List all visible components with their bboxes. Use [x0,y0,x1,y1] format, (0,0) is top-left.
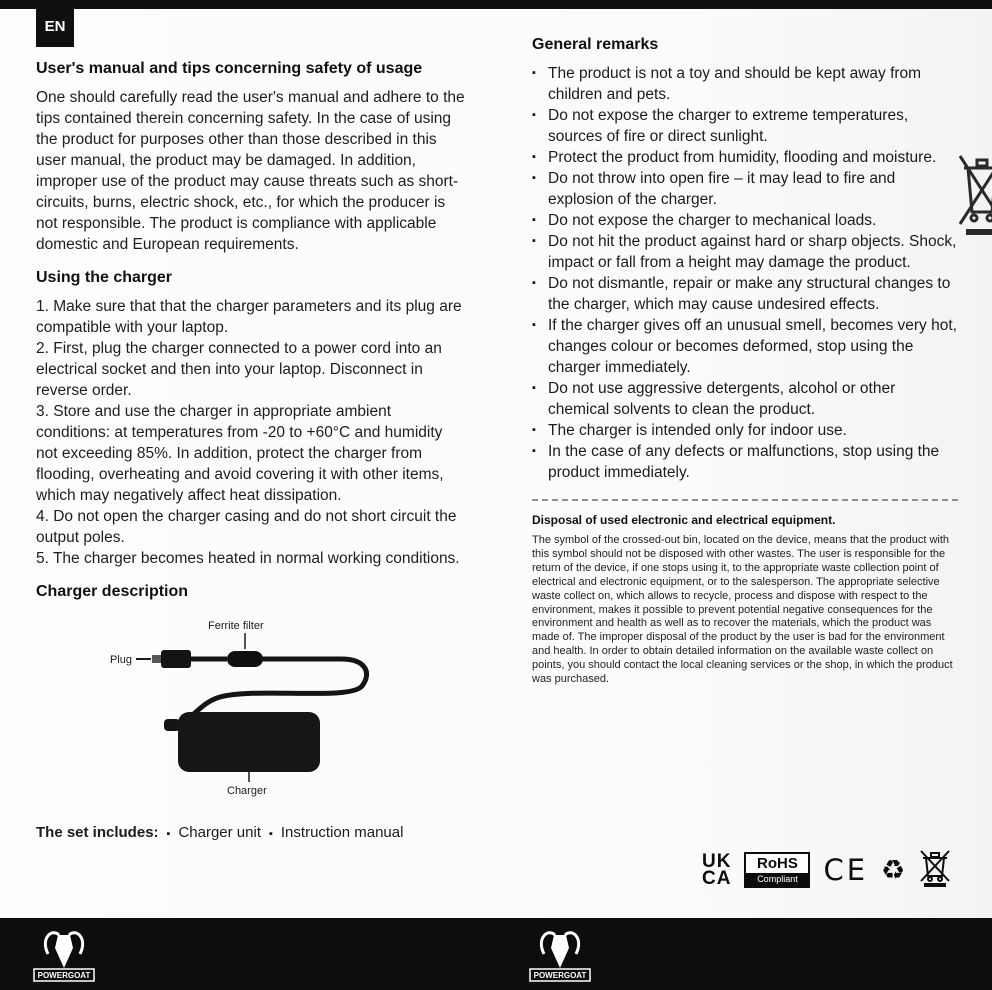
charger-label: Charger [227,785,267,797]
list-item [532,378,958,420]
bullet-text: The charger is intended only for indoor use. [548,422,847,439]
ferrite-filter-label: Ferrite filter [208,620,264,632]
weee-bin-edge-icon [958,150,992,247]
charger-diagram [108,617,466,802]
bullet-text: Protect the product from humidity, flooding and moisture. [548,149,937,166]
rohs-compliant-label: Compliant [746,873,808,886]
charger-description-heading: Charger description [36,583,189,600]
list-item [532,273,958,315]
brand-name: POWERGOAT [533,971,587,980]
step-1: 1. Make sure that that the charger parameters and its plug are compatible with your laptop. [36,298,462,336]
set-includes-line [36,824,466,842]
brand-name: POWERGOAT [37,971,91,980]
charger-body [178,712,320,772]
bullet-text: Do not dismantle, repair or make any structural changes to the charger, which may cause undesired effects. [548,275,951,313]
right-column [532,36,958,687]
bullet-text: Do not throw into open fire – it may lead to fire and explosion of the charger. [548,170,896,208]
bullet-icon: ▪ [532,109,536,121]
cable-entry [164,719,180,731]
bullet-icon: ▪ [532,172,536,184]
step-4: 4. Do not open the charger casing and do not short circuit the output poles. [36,508,457,546]
list-item [532,231,958,273]
bullet-text: Do not expose the charger to extreme temperatures, sources of fire or direct sunlight. [548,107,909,145]
bullet-icon: ▪ [268,828,273,840]
usage-steps [36,296,466,569]
general-remarks-list [532,63,958,483]
set-item-instruction-manual: Instruction manual [280,824,404,841]
plug-body [161,650,191,668]
step-2: 2. First, plug the charger connected to a power cord into an electrical socket and then into your laptop. Disconnect in reverse order. [36,340,442,399]
bullet-text: If the charger gives off an unusual smell, becomes very hot, changes colour or becomes deformed, stop using the charger immediately. [548,317,957,376]
plug-label: Plug [110,654,133,666]
left-column [36,60,466,842]
bullet-icon: ▪ [532,151,536,163]
bullet-text: The product is not a toy and should be kept away from children and pets. [548,65,922,103]
rohs-title: RoHS [757,855,798,872]
disposal-paragraph: The symbol of the crossed-out bin, located on the device, means that the product with this symbol should not be disposed with other wastes. The user is responsible for the return of the device, if one stops using it, to the appropriate waste collection point of electrical and electronic equipment, or to the salesperson. The appropriate selective waste collect on, which allows to recycle, process and dispose with respect to the environment, makes it possible to prevent potential negative consequences for the environment and health as well as to recover the materials, which the product was made of. The improper disposal of the product by the user is bad for the environment and health. In order to obtain detailed information on the available waste collect on points, you should contact the local cleaning services or the shop, in which the product was purchased. [532,534,953,686]
list-item [532,315,958,378]
ce-mark: CE [823,853,869,887]
list-item [532,63,958,105]
bullet-icon: ▪ [532,424,536,436]
recycle-icon: ♻ [881,854,906,886]
bullet-icon: ▪ [532,67,536,79]
bullet-icon: ▪ [166,828,171,840]
language-badge: EN [36,0,74,47]
bullet-icon: ▪ [532,277,536,289]
list-item [532,147,958,168]
ukca-ca: CA [702,868,732,889]
bullet-text: In the case of any defects or malfunctions, stop using the product immediately. [548,443,940,481]
using-charger-heading: Using the charger [36,269,173,286]
rohs-mark [744,852,810,888]
step-3: 3. Store and use the charger in appropriate ambient conditions: at temperatures from -20 to +60°C and humidity not exceeding 85%. In addition, protect the charger from flooding, overheating and avoid covering it with other items, which may negatively affect heat dissipation. [36,403,444,504]
list-item [532,441,958,483]
bullet-icon: ▪ [532,214,536,226]
bullet-icon: ▪ [532,445,536,457]
bullet-text: Do not use aggressive detergents, alcohol or other chemical solvents to clean the product. [548,380,896,418]
set-includes-label: The set includes: [36,824,159,841]
ukca-mark [702,853,731,887]
weee-bin-icon [918,847,952,894]
step-5: 5. The charger becomes heated in normal working conditions. [36,550,460,567]
footer-bar [0,918,992,990]
ukca-uk: UK [702,851,732,872]
charger-diagram-svg [108,617,438,797]
powergoat-logo [32,926,96,989]
set-item-charger-unit: Charger unit [178,824,261,841]
list-item [532,420,958,441]
bullet-text: Do not expose the charger to mechanical loads. [548,212,877,229]
bullet-icon: ▪ [532,235,536,247]
bullet-icon: ▪ [532,319,536,331]
list-item [532,105,958,147]
plug-tip [152,655,161,663]
ferrite-filter [227,651,263,667]
general-remarks-heading: General remarks [532,36,659,53]
bullet-text: Do not hit the product against hard or sharp objects. Shock, impact or fall from a height may damage the product. [548,233,957,271]
intro-paragraph: One should carefully read the user's manual and adhere to the tips contained therein concerning safety. In the case of using the product for purposes other than those described in this user manual, the product may be damaged. In addition, improper use of the product may cause threats such as short-circuits, burns, electric shock, etc., for which the producer is not responsible. The product is compliance with applicable domestic and European requirements. [36,89,465,253]
disposal-heading: Disposal of used electronic and electrical equipment. [532,513,836,527]
top-black-bar [0,0,992,9]
bullet-icon: ▪ [532,382,536,394]
dashed-divider [532,499,958,501]
list-item [532,210,958,231]
left-title: User's manual and tips concerning safety of usage [36,60,423,77]
powergoat-logo [528,926,592,989]
list-item [532,168,958,210]
certification-marks [702,846,960,894]
